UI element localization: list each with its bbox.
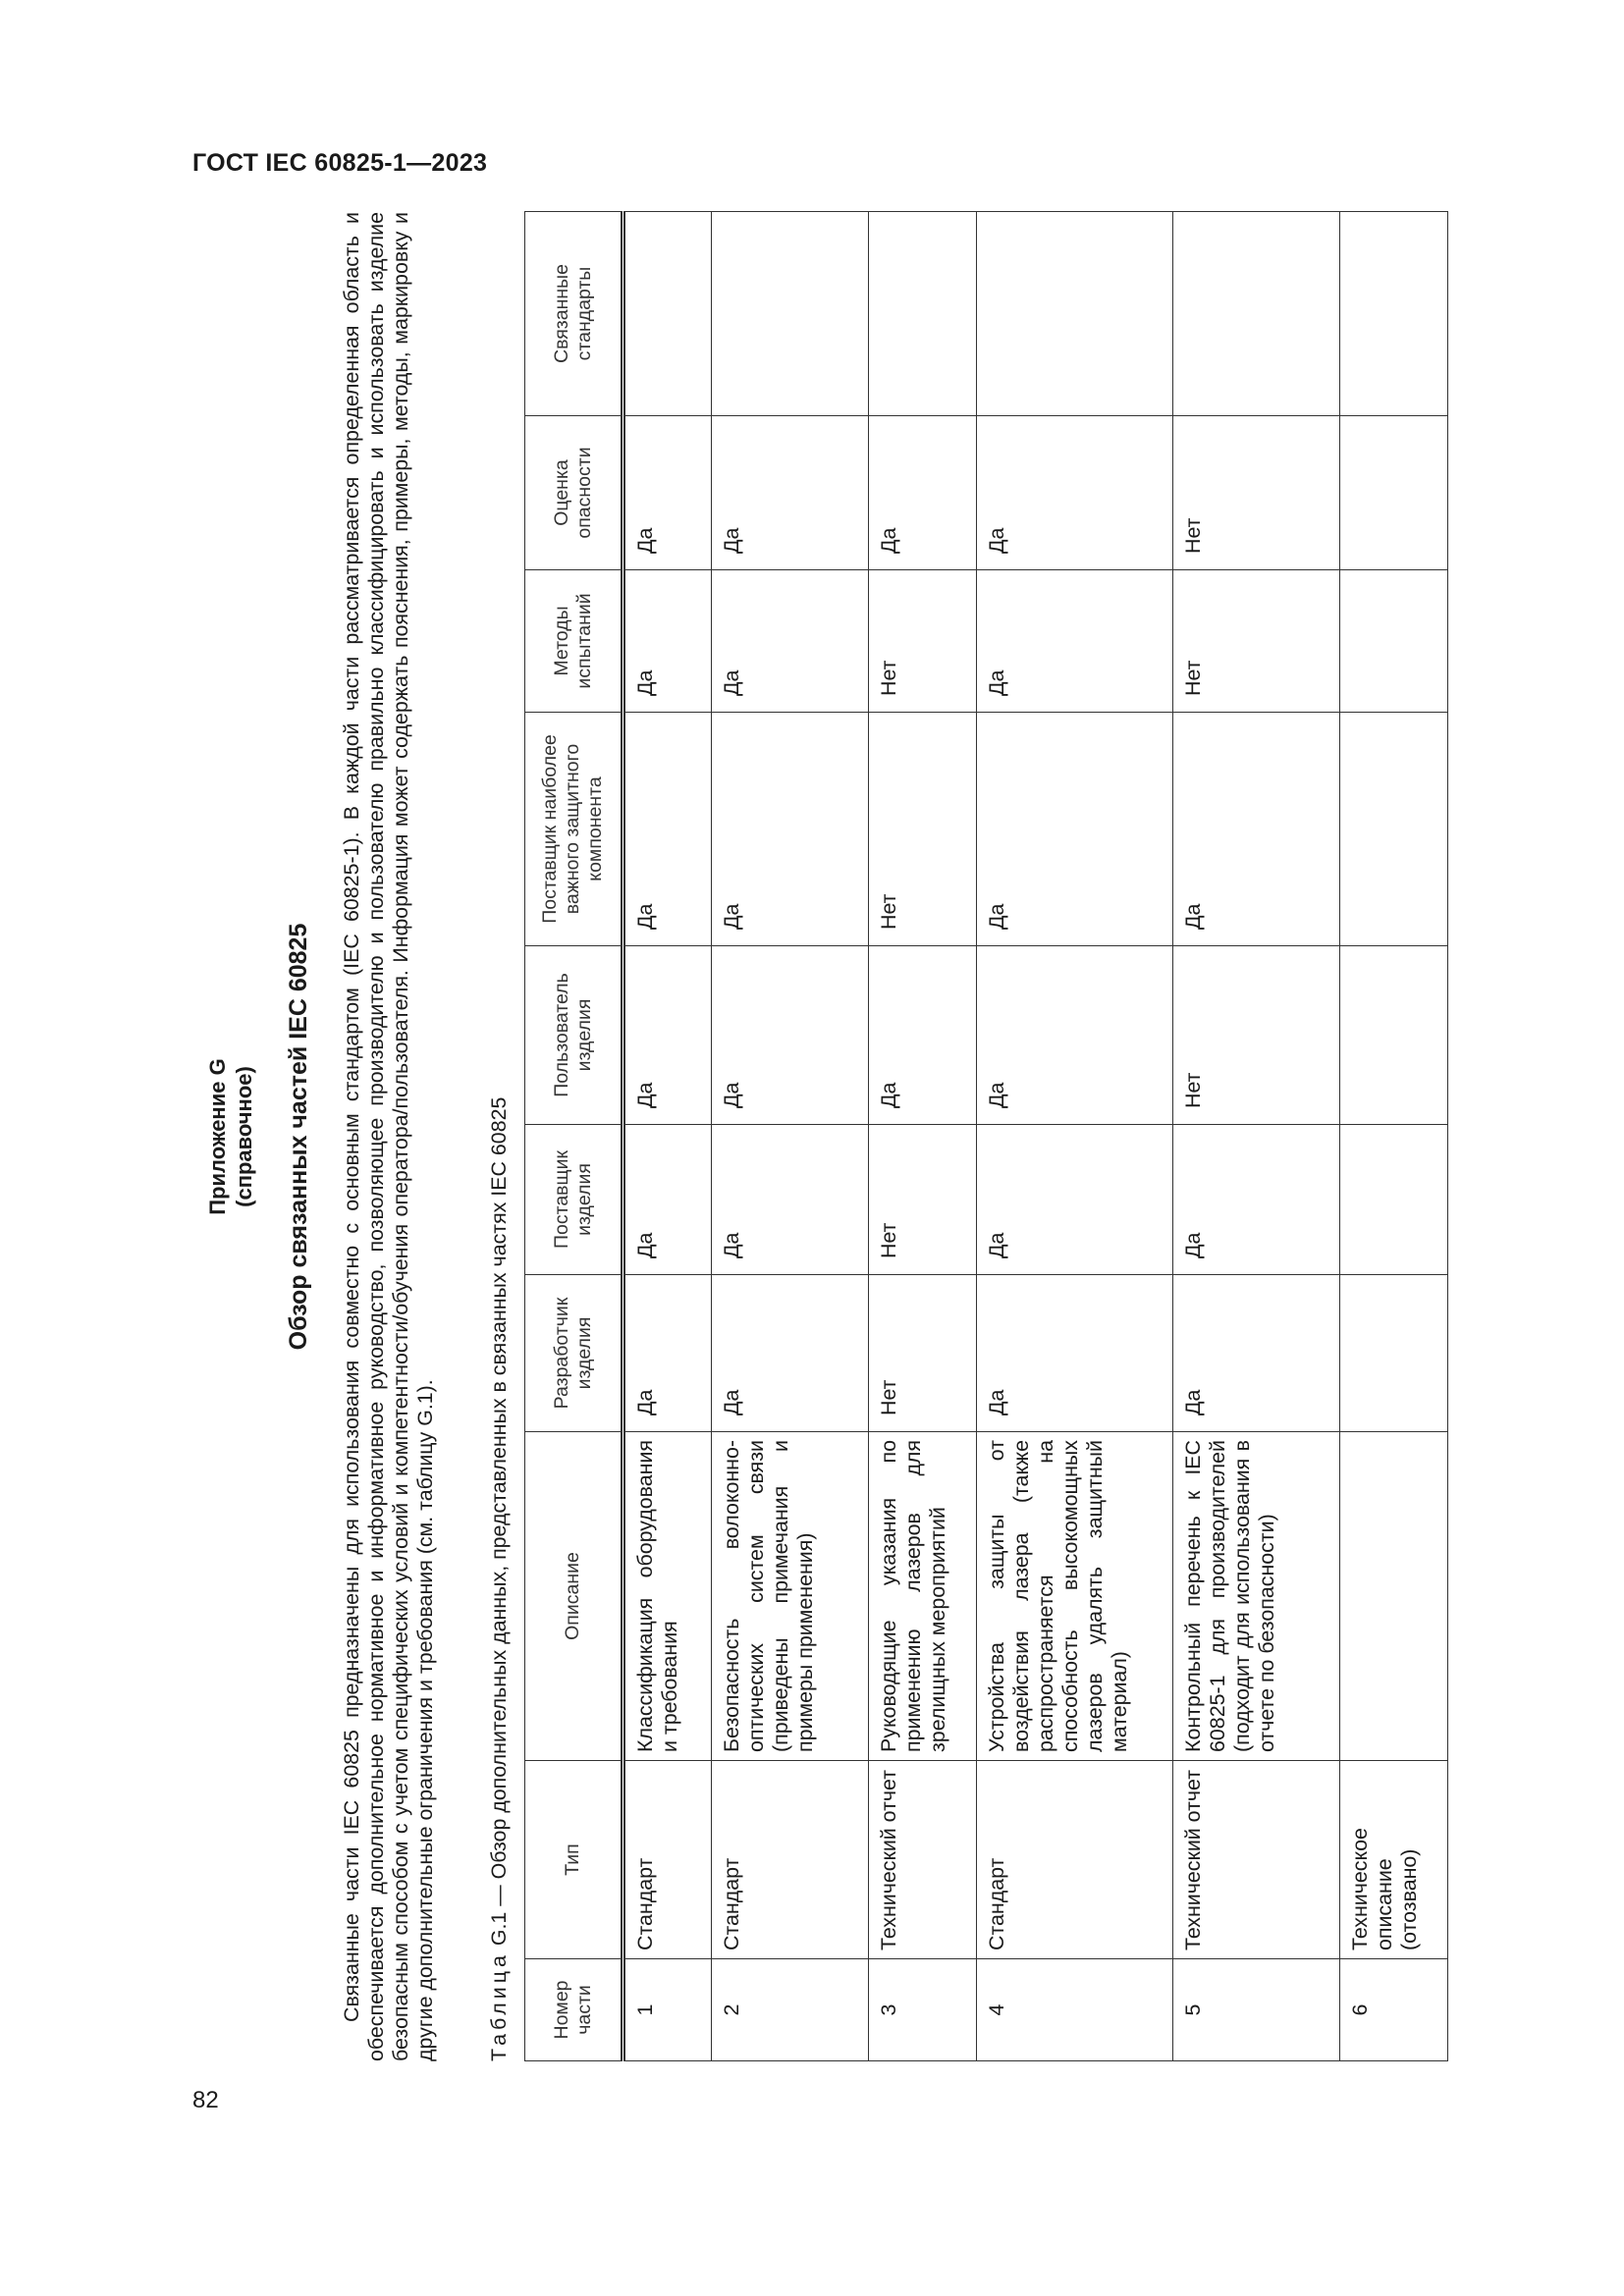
table-caption bbox=[487, 212, 512, 2061]
header-component-supplier: Поставщик наиболее важного защитного компонента bbox=[525, 713, 623, 946]
cell-product-user: Да bbox=[623, 946, 712, 1125]
header-product-supplier: Поставщик изделия bbox=[525, 1125, 623, 1275]
cell-component-supplier: Да bbox=[977, 713, 1173, 946]
cell-component-supplier: Нет bbox=[869, 713, 977, 946]
cell-product-user: Да bbox=[869, 946, 977, 1125]
cell-product-developer bbox=[1340, 1275, 1448, 1432]
appendix-heading: Обзор связанных частей IEC 60825 bbox=[285, 923, 312, 1351]
appendix-title: Приложение G bbox=[205, 1058, 230, 1215]
table-caption-prefix: Таблица bbox=[487, 1951, 511, 2061]
table-header-row bbox=[525, 212, 623, 2061]
cell-product-developer: Нет bbox=[869, 1275, 977, 1432]
cell-part-number: 3 bbox=[869, 1959, 977, 2061]
cell-part-number: 1 bbox=[623, 1959, 712, 2061]
table-row bbox=[977, 212, 1173, 2061]
cell-type: Технический отчет bbox=[869, 1761, 977, 1959]
header-test-methods: Методы испытаний bbox=[525, 570, 623, 713]
cell-description: Классификация оборудования и требования bbox=[623, 1432, 712, 1761]
cell-test-methods: Да bbox=[712, 570, 869, 713]
table-row bbox=[623, 212, 712, 2061]
page-number: 82 bbox=[192, 2087, 219, 2113]
cell-product-user bbox=[1340, 946, 1448, 1125]
cell-related-standards bbox=[977, 212, 1173, 416]
cell-product-developer: Да bbox=[623, 1275, 712, 1432]
cell-related-standards bbox=[869, 212, 977, 416]
cell-part-number: 2 bbox=[712, 1959, 869, 2061]
cell-component-supplier bbox=[1340, 713, 1448, 946]
document-code: ГОСТ IEC 60825-1—2023 bbox=[192, 149, 488, 177]
cell-product-developer: Да bbox=[712, 1275, 869, 1432]
cell-hazard-assessment: Да bbox=[869, 416, 977, 570]
cell-description bbox=[1340, 1432, 1448, 1761]
cell-product-supplier: Да bbox=[623, 1125, 712, 1275]
header-product-user: Пользователь изделия bbox=[525, 946, 623, 1125]
cell-hazard-assessment: Да bbox=[977, 416, 1173, 570]
cell-product-supplier: Да bbox=[712, 1125, 869, 1275]
cell-component-supplier: Да bbox=[712, 713, 869, 946]
cell-product-supplier: Да bbox=[1173, 1125, 1340, 1275]
appendix-subtitle: (справочное) bbox=[232, 1066, 256, 1207]
cell-type: Стандарт bbox=[623, 1761, 712, 1959]
cell-test-methods: Нет bbox=[869, 570, 977, 713]
cell-related-standards bbox=[1173, 212, 1340, 416]
cell-test-methods: Да bbox=[623, 570, 712, 713]
cell-part-number: 4 bbox=[977, 1959, 1173, 2061]
landscape-content bbox=[204, 212, 1421, 2061]
header-part-number: Номер части bbox=[525, 1959, 623, 2061]
intro-paragraph: Связанные части IEC 60825 предназначены для использования совместно с основным стандартом (IEC 60825-1). В каждой части рассматривается определенная область и обеспечивается дополнительное нормативное и информативное руководство, позволяющее производителю и пользователю правильно классифицировать и использовать изделие безопасным способом с учетом специфических условий и компетентности/обучения оператора/пользователя. Информация может содержать пояснения, примеры, методы, маркировку и другие дополнительные ограничения и требования (см. таблицу G.1). bbox=[340, 212, 437, 2061]
cell-hazard-assessment bbox=[1340, 416, 1448, 570]
cell-type: Технический отчет bbox=[1173, 1761, 1340, 1959]
cell-description: Безопасность волоконно-оптических систем связи (приведены примечания и примеры применения) bbox=[712, 1432, 869, 1761]
cell-hazard-assessment: Нет bbox=[1173, 416, 1340, 570]
cell-product-user: Нет bbox=[1173, 946, 1340, 1125]
cell-product-developer: Да bbox=[977, 1275, 1173, 1432]
cell-type: Техническое описание (отозвано) bbox=[1340, 1761, 1448, 1959]
cell-test-methods: Нет bbox=[1173, 570, 1340, 713]
cell-hazard-assessment: Да bbox=[623, 416, 712, 570]
table-row bbox=[1340, 212, 1448, 2061]
cell-related-standards bbox=[712, 212, 869, 416]
cell-component-supplier: Да bbox=[623, 713, 712, 946]
cell-related-standards bbox=[1340, 212, 1448, 416]
cell-related-standards bbox=[623, 212, 712, 416]
header-product-developer: Разработчик изделия bbox=[525, 1275, 623, 1432]
cell-description: Устройства защиты от воздействия лазера (также распространяется на способность высокомощных лазеров удалять защитный материал) bbox=[977, 1432, 1173, 1761]
header-description: Описание bbox=[525, 1432, 623, 1761]
cell-product-developer: Да bbox=[1173, 1275, 1340, 1432]
cell-description: Руководящие указания по применению лазеров для зрелищных мероприятий bbox=[869, 1432, 977, 1761]
cell-type: Стандарт bbox=[712, 1761, 869, 1959]
cell-product-supplier: Нет bbox=[869, 1125, 977, 1275]
cell-component-supplier: Да bbox=[1173, 713, 1340, 946]
cell-type: Стандарт bbox=[977, 1761, 1173, 1959]
cell-product-supplier: Да bbox=[977, 1125, 1173, 1275]
table-row bbox=[712, 212, 869, 2061]
header-type: Тип bbox=[525, 1761, 623, 1959]
cell-hazard-assessment: Да bbox=[712, 416, 869, 570]
table-row bbox=[869, 212, 977, 2061]
header-hazard-assessment: Оценка опасности bbox=[525, 416, 623, 570]
cell-description: Контрольный перечень к IEC 60825-1 для производителей (подходит для использования в отчете по безопасности) bbox=[1173, 1432, 1340, 1761]
cell-test-methods bbox=[1340, 570, 1448, 713]
cell-product-user: Да bbox=[977, 946, 1173, 1125]
cell-test-methods: Да bbox=[977, 570, 1173, 713]
cell-part-number: 5 bbox=[1173, 1959, 1340, 2061]
header-related-standards: Связанные стандарты bbox=[525, 212, 623, 416]
cell-product-supplier bbox=[1340, 1125, 1448, 1275]
appendix-title-block bbox=[204, 212, 257, 2061]
cell-product-user: Да bbox=[712, 946, 869, 1125]
overview-table bbox=[524, 211, 1448, 2061]
table-row bbox=[1173, 212, 1340, 2061]
table-caption-text: G.1 — Обзор дополнительных данных, представленных в связанных частях IEC 60825 bbox=[487, 1096, 511, 1952]
cell-part-number: 6 bbox=[1340, 1959, 1448, 2061]
